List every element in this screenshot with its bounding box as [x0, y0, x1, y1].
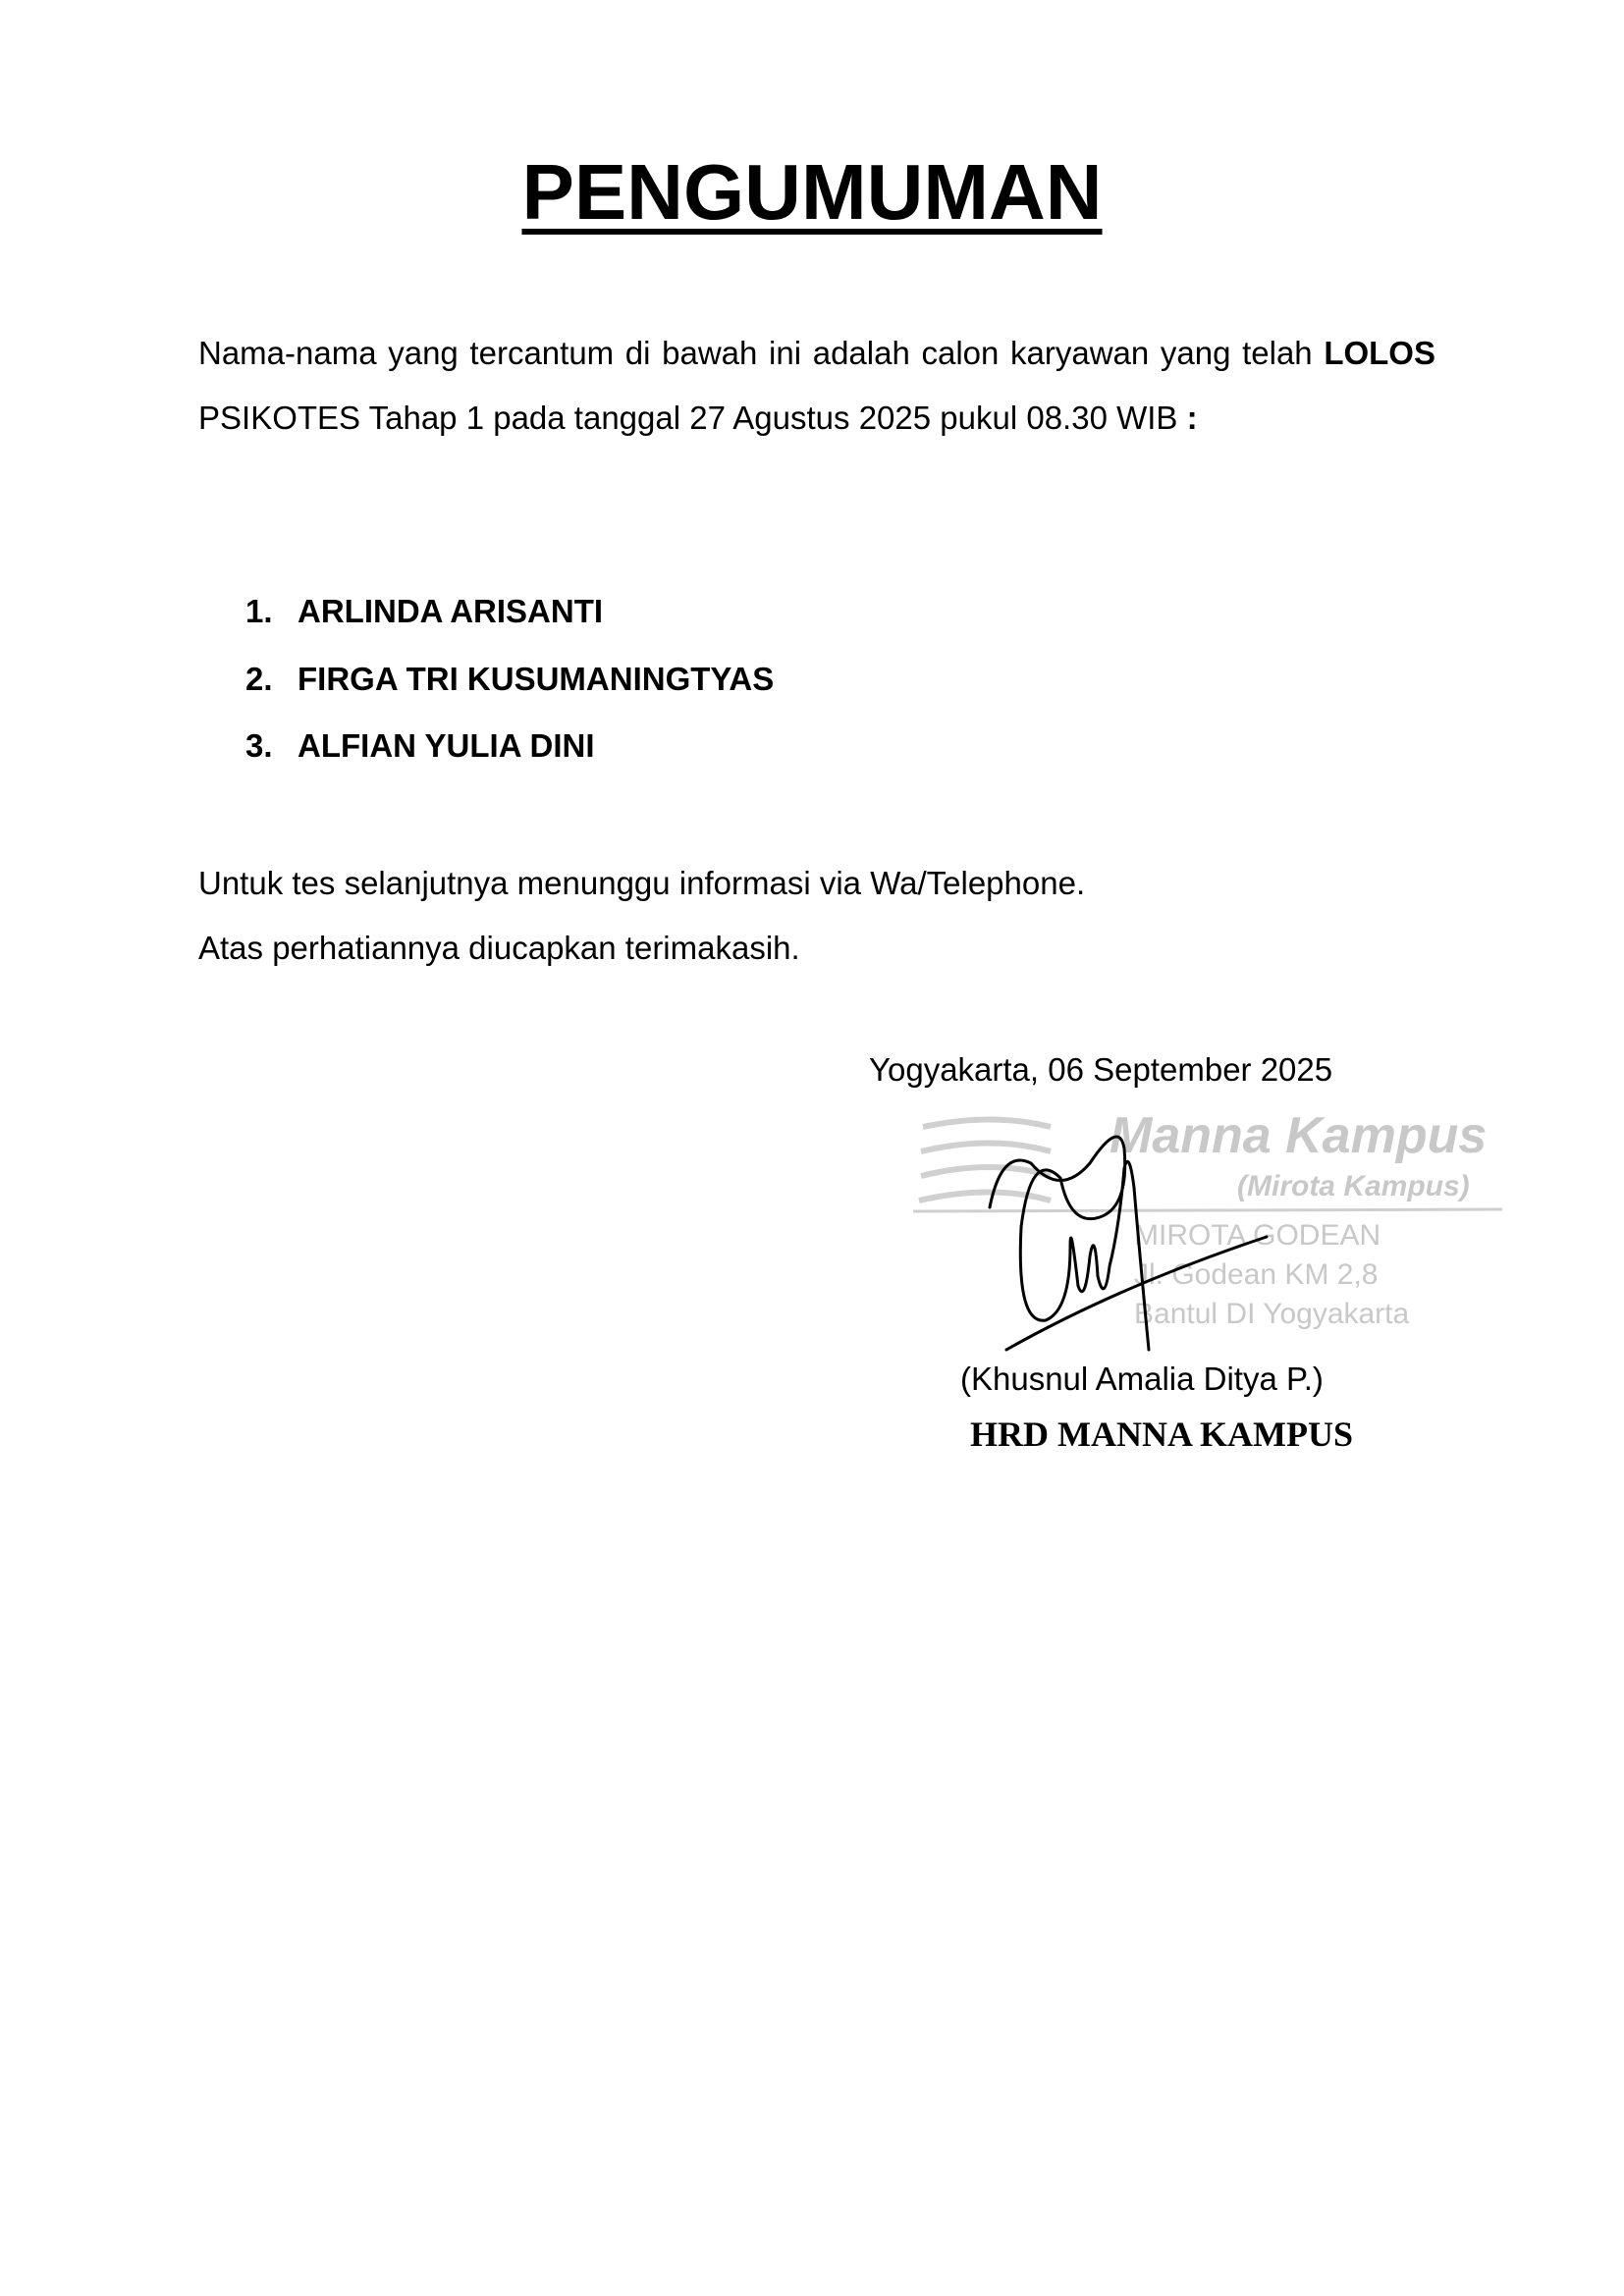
stamp-brand: Manna Kampus [1110, 1107, 1488, 1164]
closing-line: Atas perhatiannya diucapkan terimakasih. [198, 930, 800, 966]
intro-paragraph [198, 321, 1435, 451]
list-item [245, 726, 595, 766]
list-number: 3. [245, 727, 273, 764]
intro-colon: : [1186, 400, 1198, 436]
list-name: FIRGA TRI KUSUMANINGTYAS [298, 661, 775, 697]
signature-icon [972, 1109, 1326, 1355]
stamp-line: Jl. Godean KM 2,8 [1134, 1258, 1379, 1291]
list-item [245, 660, 774, 699]
list-number: 1. [245, 593, 273, 629]
stamp-sub: (Mirota Kampus) [1237, 1170, 1470, 1202]
stamp-line: Bantul DI Yogyakarta [1134, 1298, 1410, 1330]
list-name: ALFIAN YULIA DINI [298, 727, 595, 764]
stamp-line: MIROTA GODEAN [1134, 1219, 1381, 1252]
intro-text: Nama-nama yang tercantum di bawah ini adalah calon karyawan yang telah [198, 335, 1325, 371]
list-name: ARLINDA ARISANTI [298, 593, 604, 629]
signer-role: HRD MANNA KAMPUS [970, 1415, 1353, 1454]
page-title: PENGUMUMAN [521, 148, 1103, 236]
list-number: 2. [245, 661, 273, 697]
intro-text-2: PSIKOTES Tahap 1 pada tanggal 27 Agustus 2025 pukul 08.30 WIB [198, 400, 1187, 436]
intro-bold: LOLOS [1324, 335, 1435, 371]
signer-name: (Khusnul Amalia Ditya P.) [960, 1361, 1324, 1397]
list-item [245, 592, 603, 631]
closing-line: Untuk tes selanjutnya menunggu informasi via Wa/Telephone. [198, 865, 1086, 901]
closing-text [198, 851, 1085, 981]
place-date: Yogyakarta, 06 September 2025 [869, 1051, 1333, 1088]
